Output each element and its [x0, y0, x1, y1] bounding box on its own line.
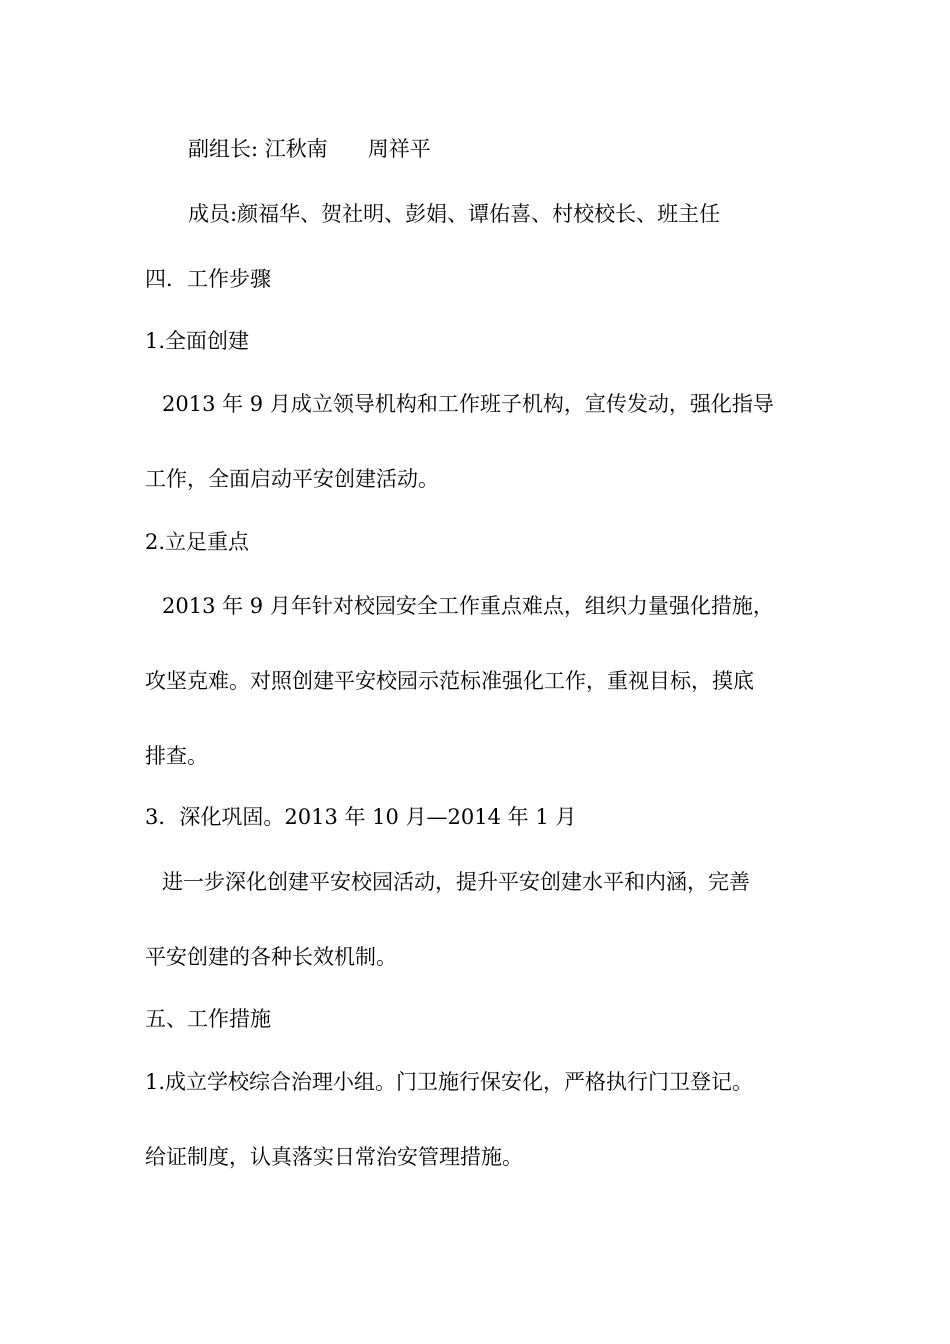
step-2-text-line-3: 排查。	[145, 744, 208, 768]
step-3-text-line-2: 平安创建的各种长效机制。	[145, 945, 397, 969]
measure-1-line-2: 给证制度，认真落实日常治安管理措施。	[145, 1145, 523, 1169]
step-3-text-line-1: 进一步深化创建平安校园活动，提升平安创建水平和内涵，完善	[162, 870, 750, 894]
step-3-title: 3．深化巩固。2013 年 10 月—2014 年 1 月	[145, 805, 577, 829]
section-5-heading: 五、工作措施	[145, 1007, 271, 1031]
section-4-heading: 四．工作步骤	[145, 267, 271, 291]
deputy-leaders-line: 副组长: 江秋南 周祥平	[188, 137, 431, 161]
step-2-text-line-2: 攻坚克难。对照创建平安校园示范标准强化工作，重视目标，摸底	[145, 669, 754, 693]
step-2-title: 2.立足重点	[145, 530, 250, 554]
step-1-text-line-2: 工作，全面启动平安创建活动。	[145, 467, 439, 491]
step-1-title: 1.全面创建	[145, 329, 250, 353]
step-1-text-line-1: 2013 年 9 月成立领导机构和工作班子机构，宣传发动，强化指导	[162, 392, 774, 416]
step-2-text-line-1: 2013 年 9 月年针对校园安全工作重点难点，组织力量强化措施，	[162, 594, 774, 618]
measure-1-line-1: 1.成立学校综合治理小组。门卫施行保安化，严格执行门卫登记。	[145, 1070, 754, 1094]
members-line: 成员:颜福华、贺社明、彭娟、谭佑喜、村校校长、班主任	[188, 202, 721, 226]
